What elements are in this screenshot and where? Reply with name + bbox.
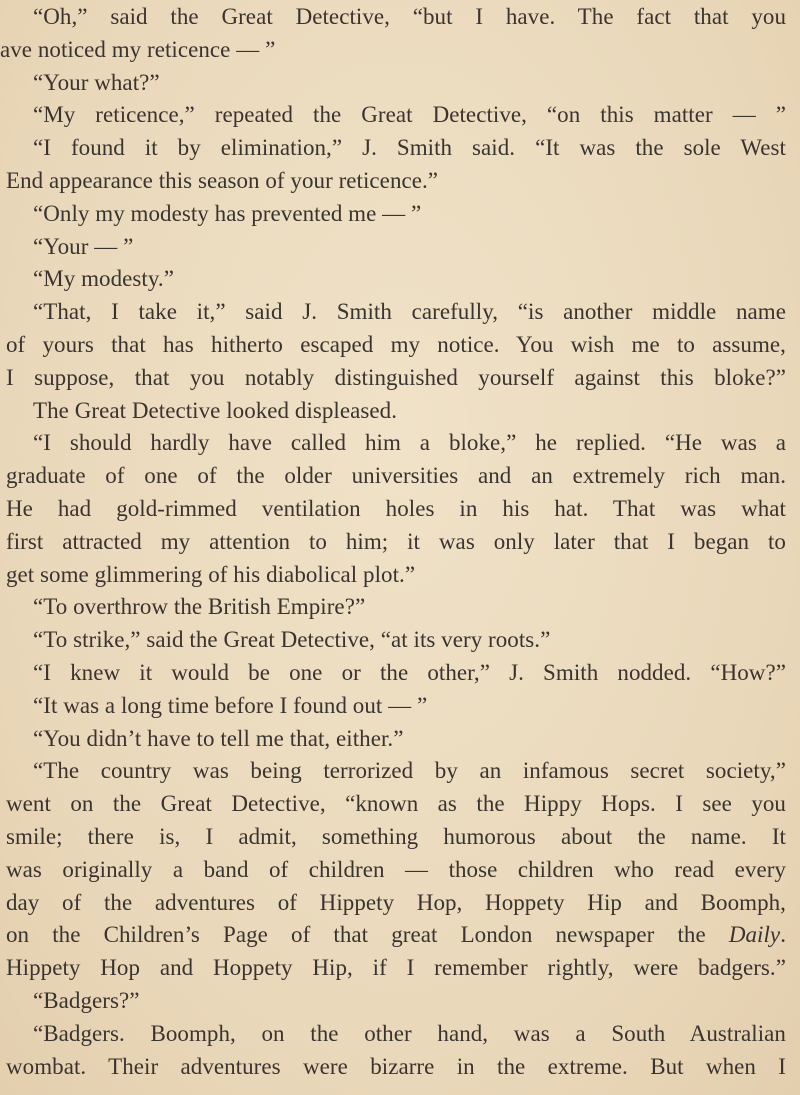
- text-line: I suppose, that you notably distinguished yourself against this bloke?”: [6, 364, 786, 390]
- text-line: first attracted my attention to him; it was only later that I began to: [6, 528, 786, 554]
- text-line: “To strike,” said the Great Detective, “at its very roots.”: [33, 627, 551, 653]
- text-line: “I found it by elimination,” J. Smith said. “It was the sole West: [33, 135, 786, 161]
- text-line: “The country was being terrorized by an infamous secret society,”: [33, 758, 786, 784]
- text-line: “Your what?”: [33, 69, 160, 95]
- text-line: wombat. Their adventures were bizarre in the extreme. But when I: [6, 1053, 786, 1079]
- newspaper-title: Daily: [728, 922, 781, 948]
- text-line: He had gold-rimmed ventilation holes in his hat. That was what: [6, 495, 786, 521]
- text-line: End appearance this season of your reticence.”: [6, 167, 439, 193]
- text-line: “Only my modesty has prevented me — ”: [33, 200, 422, 226]
- text-line: day of the adventures of Hippety Hop, Hoppety Hip and Boomph,: [6, 889, 786, 915]
- text-line: The Great Detective looked displeased.: [33, 397, 398, 423]
- text-line: smile; there is, I admit, something humorous about the name. It: [6, 823, 786, 849]
- text-line: went on the Great Detective, “known as the Hippy Hops. I see you: [6, 791, 786, 817]
- text-line: “Badgers?”: [33, 987, 140, 1013]
- text-line: “I knew it would be one or the other,” J. Smith nodded. “How?”: [33, 659, 786, 685]
- text-line: “My modesty.”: [33, 266, 174, 292]
- text-line: Hippety Hop and Hoppety Hip, if I remember rightly, were badgers.”: [6, 955, 786, 981]
- text-line: “That, I take it,” said J. Smith carefully, “is another middle name: [33, 299, 786, 325]
- text-line: “Oh,” said the Great Detective, “but I have. The fact that you: [33, 4, 786, 29]
- text-line: “My reticence,” repeated the Great Detective, “on this matter — ”: [33, 102, 786, 128]
- text-line: “You didn’t have to tell me that, either.”: [33, 725, 404, 751]
- text-line: “Your — ”: [33, 233, 134, 259]
- text-line: ave noticed my reticence — ”: [0, 36, 276, 62]
- text-line: get some glimmering of his diabolical plot.”: [6, 561, 416, 587]
- text-line: was originally a band of children — those children who read every: [6, 856, 786, 882]
- text-line: “It was a long time before I found out — ”: [33, 692, 428, 718]
- text-line: “To overthrow the British Empire?”: [33, 594, 366, 620]
- text-line: of yours that has hitherto escaped my notice. You wish me to assume,: [6, 331, 786, 357]
- text-line: “I should hardly have called him a bloke,” he replied. “He was a: [33, 430, 786, 456]
- text-line: graduate of one of the older universities and an extremely rich man.: [6, 463, 786, 489]
- text-line: “Badgers. Boomph, on the other hand, was a South Australian: [33, 1020, 786, 1046]
- page-text-body: [0, 1, 786, 1083]
- text-line: on the Children’s Page of that great London newspaper the Daily.: [6, 922, 786, 948]
